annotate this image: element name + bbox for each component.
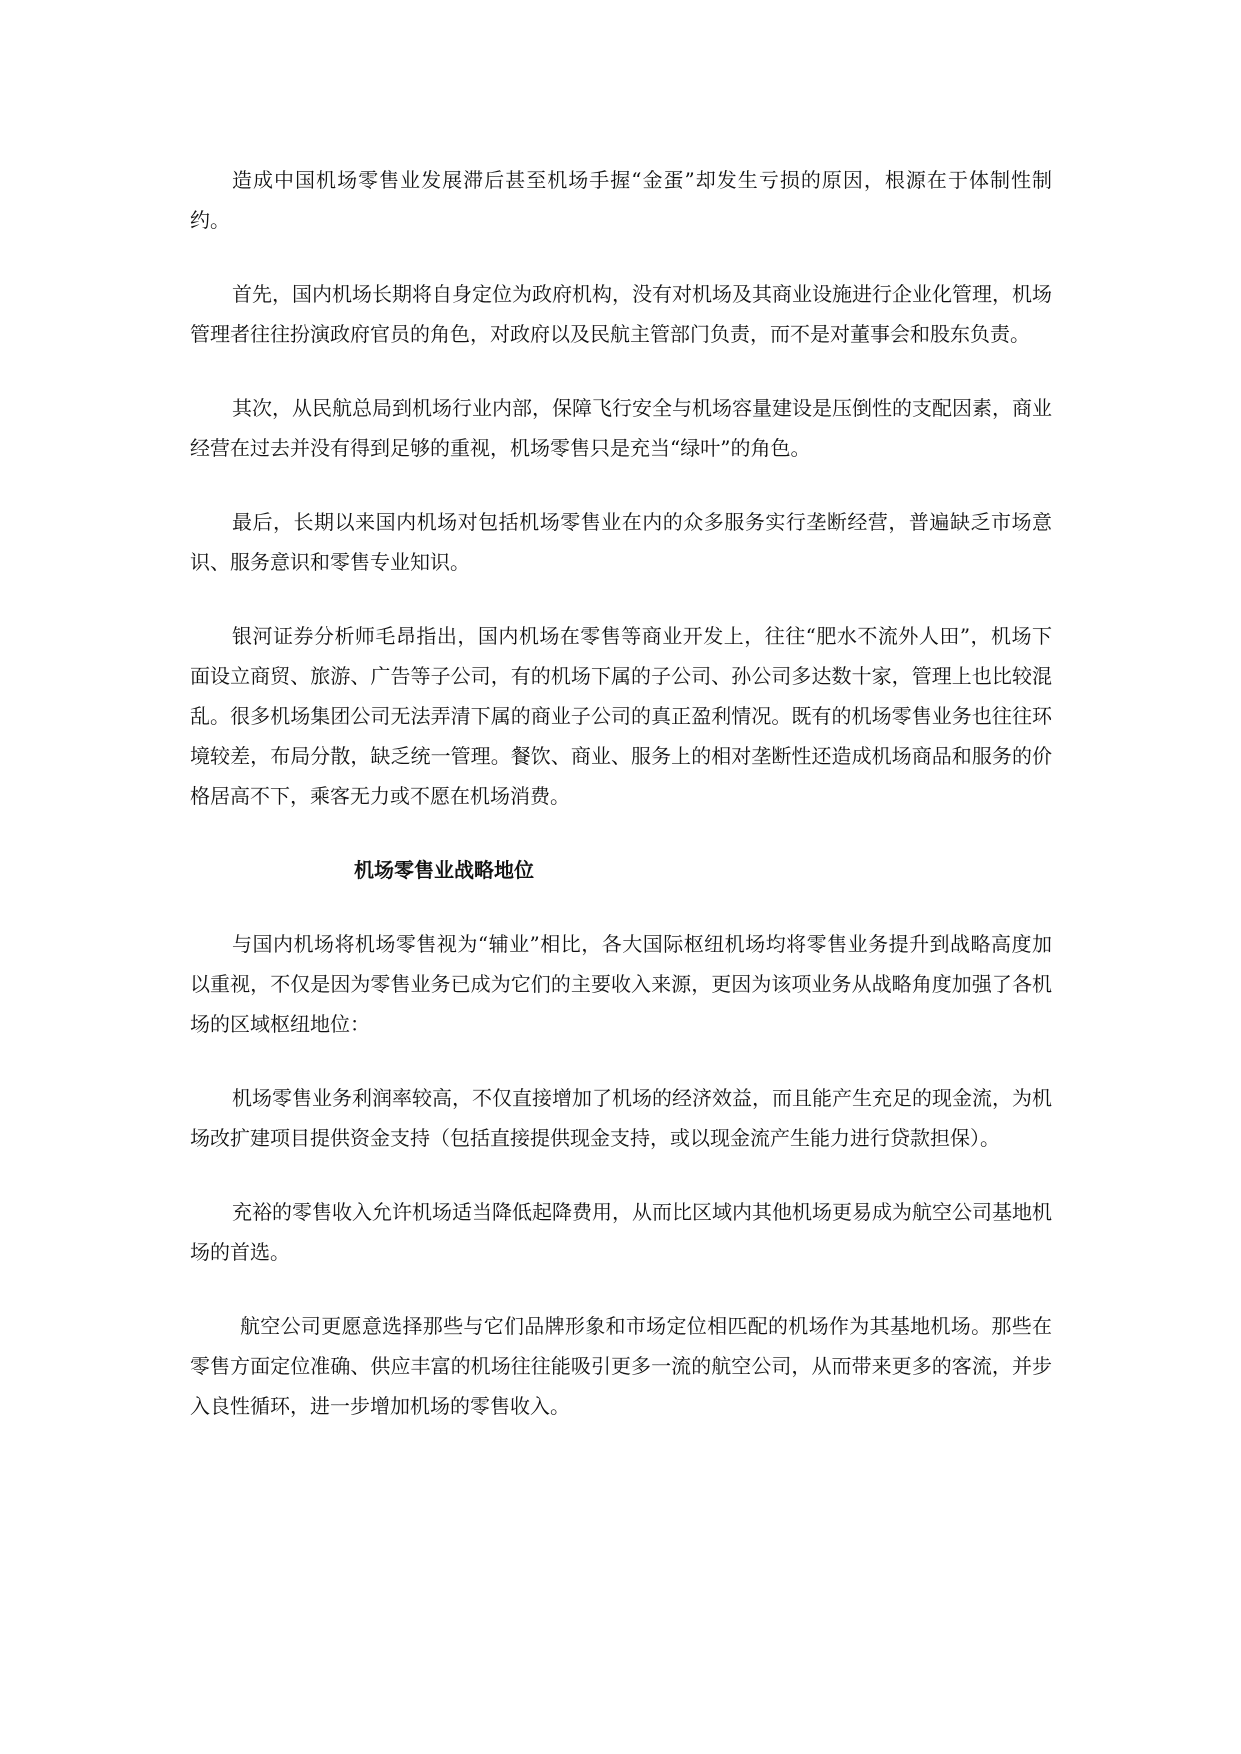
paragraph-strategic-importance: 与国内机场将机场零售视为“辅业”相比，各大国际枢纽机场均将零售业务提升到战略高度加以重视，不仅是因为零售业务已成为它们的主要收入来源，更因为该项业务从战略角度加强了各机场的区域枢纽地位： [190,932,1052,1036]
paragraph-lower-fees: 充裕的零售收入允许机场适当降低起降费用，从而比区域内其他机场更易成为航空公司基地机场的首选。 [190,1200,1052,1264]
paragraph-second-reason: 其次，从民航总局到机场行业内部，保障飞行安全与机场容量建设是压倒性的支配因素，商业经营在过去并没有得到足够的重视，机场零售只是充当“绿叶”的角色。 [190,396,1052,460]
paragraph-last-reason: 最后，长期以来国内机场对包括机场零售业在内的众多服务实行垄断经营，普遍缺乏市场意识、服务意识和零售专业知识。 [190,510,1052,574]
paragraph-first-reason: 首先，国内机场长期将自身定位为政府机构，没有对机场及其商业设施进行企业化管理，机场管理者往往扮演政府官员的角色，对政府以及民航主管部门负责，而不是对董事会和股东负责。 [190,282,1052,346]
paragraph-airline-choice: 航空公司更愿意选择那些与它们品牌形象和市场定位相匹配的机场作为其基地机场。那些在零售方面定位准确、供应丰富的机场往往能吸引更多一流的航空公司，从而带来更多的客流，并步入良性循环，进一步增加机场的零售收入。 [190,1314,1052,1418]
paragraph-root-cause: 造成中国机场零售业发展滞后甚至机场手握“金蛋”却发生亏损的原因，根源在于体制性制约。 [190,168,1052,232]
paragraph-profit-margin: 机场零售业务利润率较高，不仅直接增加了机场的经济效益，而且能产生充足的现金流，为机场改扩建项目提供资金支持（包括直接提供现金支持，或以现金流产生能力进行贷款担保）。 [190,1086,1052,1150]
paragraph-analyst-view: 银河证券分析师毛昂指出，国内机场在零售等商业开发上，往往“肥水不流外人田”，机场下面设立商贸、旅游、广告等子公司，有的机场下属的子公司、孙公司多达数十家，管理上也比较混乱。很多机场集团公司无法弄清下属的商业子公司的真正盈利情况。既有的机场零售业务也往往环境较差，布局分散，缺乏统一管理。餐饮、商业、服务上的相对垄断性还造成机场商品和服务的价格居高不下，乘客无力或不愿在机场消费。 [190,624,1052,808]
section-heading: 机场零售业战略地位 [354,858,534,882]
document-body [190,160,1052,1460]
